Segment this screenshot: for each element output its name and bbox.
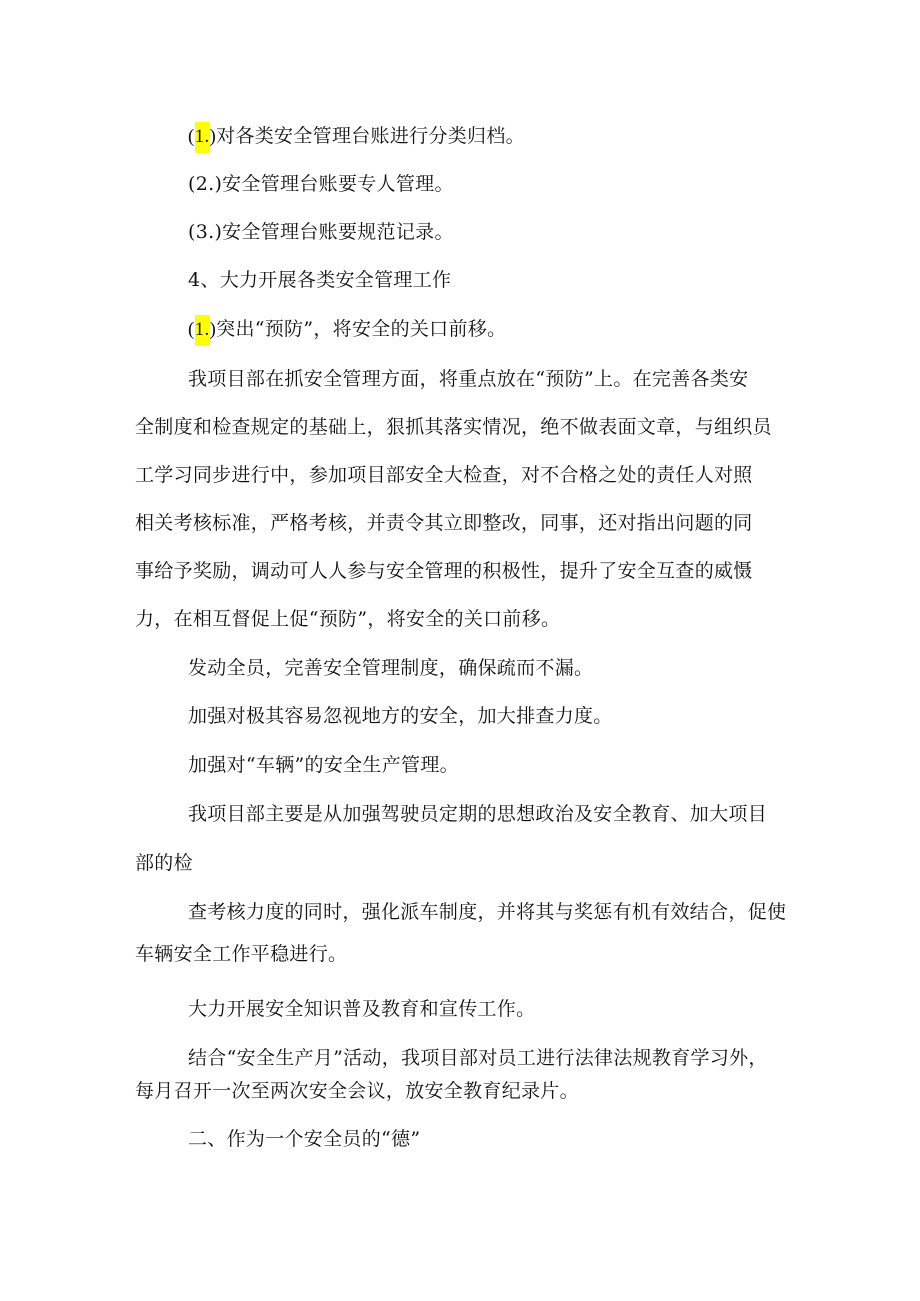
body-line: 加强对极其容易忽视地方的安全，加大排查力度。 — [188, 705, 613, 727]
paragraph-line: 每月召开一次至两次安全会议，放安全教育纪录片。 — [135, 1080, 579, 1102]
highlighted-number: 1. — [195, 122, 210, 153]
item-text: 突出“预防”，将安全的关口前移。 — [216, 318, 507, 340]
item-paren-open: ( — [188, 319, 195, 340]
item-paren-open: ( — [188, 126, 195, 147]
list-item — [188, 317, 506, 342]
section-heading: 二、作为一个安全员的“德” — [188, 1128, 421, 1150]
paragraph-line: 事给予奖励，调动可人人参与安全管理的积极性，提升了安全互查的威慑 — [135, 560, 753, 582]
paragraph-line: 全制度和检查规定的基础上，狠抓其落实情况，绝不做表面文章，与组织员 — [135, 416, 772, 438]
item-paren-close: ) — [209, 319, 217, 340]
list-item: (3.)安全管理台账要规范记录。 — [188, 221, 454, 243]
section-heading: 4、大力开展各类安全管理工作 — [188, 269, 452, 291]
paragraph-line: 相关考核标准，严格考核，并责令其立即整改，同事，还对指出问题的同 — [135, 512, 753, 534]
item-text: 对各类安全管理台账进行分类归档。 — [216, 125, 525, 147]
highlighted-number: 1. — [195, 315, 210, 346]
item-paren-close: ) — [209, 126, 217, 147]
list-item: (2.)安全管理台账要专人管理。 — [188, 173, 454, 195]
paragraph-line: 力，在相互督促上促“预防”，将安全的关口前移。 — [135, 608, 561, 630]
paragraph-line: 结合“安全生产月”活动，我项目部对员工进行法律法规教育学习外， — [188, 1047, 768, 1069]
paragraph-line: 工学习同步进行中，参加项目部安全大检查，对不合格之处的责任人对照 — [135, 464, 753, 486]
body-line: 发动全员，完善安全管理制度，确保疏而不漏。 — [188, 657, 594, 679]
paragraph-line: 我项目部主要是从加强驾驶员定期的思想政治及安全教育、加大项目 — [188, 803, 768, 825]
body-line: 加强对“车辆”的安全生产管理。 — [188, 754, 459, 776]
list-item — [188, 124, 525, 149]
paragraph-line: 查考核力度的同时，强化派车制度，并将其与奖惩有机有效结合，促使 — [188, 901, 787, 923]
paragraph-line: 我项目部在抓安全管理方面，将重点放在“预防”上。在完善各类安 — [188, 368, 749, 390]
paragraph-line: 部的检 — [135, 852, 193, 874]
body-line: 大力开展安全知识普及教育和宣传工作。 — [188, 998, 536, 1020]
paragraph-line: 车辆安全工作平稳进行。 — [135, 943, 348, 965]
